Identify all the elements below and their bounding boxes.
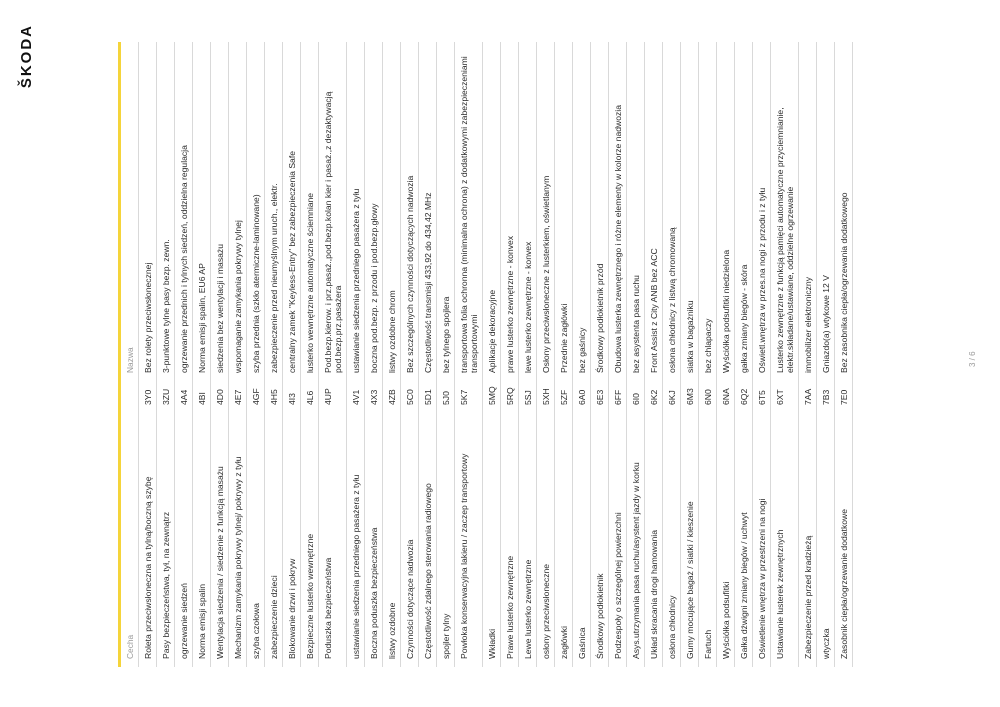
code-cell: 4V1	[351, 389, 361, 405]
feature-cell: Gałka dźwigni zmiany biegów / uchwyt	[739, 512, 749, 659]
name-cell: Bez rolety przeciwsłonecznej	[143, 262, 153, 373]
code-cell: 6E3	[595, 389, 605, 405]
feature-cell: Poduszka bezpieczeństwa	[323, 557, 333, 659]
name-cell: 3-punktowe tylne pasy bezp. zewn.	[161, 239, 171, 373]
code-cell: 5C0	[405, 389, 415, 405]
name-cell: bez tylnego spojlera	[441, 296, 451, 373]
name-cell: Bez szczególnych czynności dotyczących nadwozia	[405, 175, 415, 373]
name-cell: zabezpieczenie przed nieumyślnym uruch., elektr.	[269, 183, 279, 373]
name-cell: immobilizer elektroniczny	[803, 277, 813, 373]
feature-cell: Powłoka konserwacyjna lakieru / zaczep transportowy	[459, 453, 469, 659]
table-row	[519, 42, 537, 667]
feature-cell: spojler tylny	[441, 613, 451, 659]
feature-cell: ogrzewanie siedzeń	[179, 583, 189, 659]
table-row	[717, 42, 735, 667]
feature-cell: Norma emisji spalin	[197, 584, 207, 659]
name-cell: Bez zasobnika ciepła/ogrzewania dodatkowego	[839, 192, 849, 373]
name-cell: lusterko wewnętrzne automatyczne ściemniane	[305, 192, 315, 373]
name-cell: listwy ozdobne chrom	[387, 290, 397, 373]
name-cell: siatka w bagażniku	[685, 300, 695, 373]
table-row	[175, 42, 193, 667]
name-cell: osłona chłodnicy z listwą chromowaną	[667, 227, 677, 373]
table-row	[501, 42, 519, 667]
header-code	[121, 377, 128, 405]
feature-cell: Fartuch	[703, 629, 713, 659]
code-cell: 5D1	[423, 389, 433, 405]
name-cell: transportowa folia ochronna (minimalna ochrona) z dodatkowymi zabezpieczeniami transportowymi	[459, 56, 479, 373]
feature-cell: wtyczka	[821, 628, 831, 659]
table-row	[211, 42, 229, 667]
table-row	[663, 42, 681, 667]
name-cell: ustawianie siedzenia przedniego pasażera z tyłu	[351, 188, 361, 373]
code-cell: 6A0	[577, 389, 587, 405]
feature-cell: Pasy bezpieczeństwa, tył, na zewnątrz	[161, 511, 171, 659]
code-cell: 6Q2	[739, 388, 749, 405]
table-row	[193, 42, 211, 667]
page-number: 3 / 6	[968, 351, 977, 367]
name-cell: Pod.bezp.kierow. i prz.pasaż.,pod.bezp.kolan kier i pasaż.,z dezaktywacją pod.bezp.prz.pasażera	[323, 91, 343, 373]
table-row	[265, 42, 283, 667]
code-cell: 7AA	[803, 388, 813, 405]
name-cell: centralny zamek "Keyless-Entry" bez zabezpieczenia Safe	[287, 150, 297, 373]
name-cell: wspomaganie zamykania pokrywy tylnej	[233, 220, 243, 373]
feature-cell: Środkowy podłokietnik	[595, 573, 605, 659]
name-cell: Lusterko zewnętrzne z funkcją pamięci automatyczne przyciemnianie, elektr.składane/ustawiane, oddzielne ogrzewanie	[775, 107, 795, 373]
name-cell: Aplikacje dekoracyjne	[487, 289, 497, 373]
name-cell: Wyściółka podsufitki niedzielona	[721, 249, 731, 373]
code-cell: 4A4	[179, 389, 189, 405]
table-row	[799, 42, 817, 667]
feature-cell: Blokowanie drzwi i pokryw	[287, 558, 297, 659]
code-cell: 7B3	[821, 389, 831, 405]
feature-cell: Gumy mocujące bagaż / siatki / kieszenie	[685, 501, 695, 659]
feature-cell: Podzespoły o szczególnej powierzchni	[613, 512, 623, 659]
table-row	[573, 42, 591, 667]
name-cell: szyba przednia (szkło atermiczne-laminowane)	[251, 194, 261, 373]
name-cell: bez gaśnicy	[577, 327, 587, 373]
feature-cell: Czynności dotyczące nadwozia	[405, 539, 415, 659]
code-cell: 6FF	[613, 389, 623, 405]
table-row	[437, 42, 455, 667]
name-cell: gałka zmiany biegów - skóra	[739, 264, 749, 373]
feature-cell: Ustawianie lusterek zewnętrznych	[775, 529, 785, 659]
table-row	[229, 42, 247, 667]
feature-cell: Mechanizm zamykania pokrywy tylnej/ pokrywy z tyłu	[233, 456, 243, 659]
table-row	[157, 42, 175, 667]
code-cell: 5MQ	[487, 386, 497, 405]
table-row	[247, 42, 265, 667]
feature-cell: Zasobnik ciepła/ogrzewanie dodatkowe	[839, 508, 849, 659]
name-cell: Norma emisji spalin, EU6 AP	[197, 263, 207, 373]
table-row	[419, 42, 437, 667]
code-cell: 5J0	[441, 391, 451, 405]
name-cell: prawe lusterko zewnętrzne - konvex	[505, 235, 515, 373]
code-cell: 7E0	[839, 389, 849, 405]
table-row	[401, 42, 419, 667]
feature-cell: osłony przeciwsłoneczne	[541, 563, 551, 659]
feature-cell: osłona chłodnicy	[667, 595, 677, 659]
code-cell: 4I3	[287, 393, 297, 405]
code-cell: 6KJ	[667, 390, 677, 405]
feature-cell: Asys.utrzymania pasa ruchu/asystent jazdy w korku	[631, 462, 641, 659]
code-cell: 3Y0	[143, 389, 153, 405]
name-cell: Osłony przeciwsłoneczne z lusterkiem, oświetlanym	[541, 175, 551, 373]
table-row	[537, 42, 555, 667]
code-cell: 3ZU	[161, 388, 171, 405]
name-cell: siedzenia bez wentylacji i masażu	[215, 244, 225, 373]
header-feature: Cecha	[125, 634, 135, 659]
feature-cell: Częstotliwość zdalnego sterowania radiowego	[423, 483, 433, 659]
table-row	[591, 42, 609, 667]
feature-cell: Wentylacja siedzenia / siedzenie z funkcją masażu	[215, 466, 225, 659]
name-cell: bez asystenta pasa ruchu	[631, 275, 641, 373]
code-cell: 4BI	[197, 392, 207, 405]
table-row	[753, 42, 771, 667]
table-row	[319, 42, 347, 667]
table-row	[455, 42, 483, 667]
table-body	[139, 42, 853, 667]
table-row	[681, 42, 699, 667]
code-cell: 6N0	[703, 389, 713, 405]
table-row	[365, 42, 383, 667]
feature-cell: zabezpieczenie dzieci	[269, 575, 279, 659]
feature-cell: Lewe lusterko zewnętrzne	[523, 559, 533, 659]
name-cell: Przednie zagłówki	[559, 303, 569, 373]
name-cell: boczna pod.bezp. z przodu i pod.bezp.głowy	[369, 203, 379, 373]
feature-cell: Roleta przeciwsłoneczna na tylną/boczną szybę	[143, 476, 153, 659]
code-cell: 5RQ	[505, 387, 515, 405]
table-row	[817, 42, 835, 667]
name-cell: Obudowa lusterka zewnętrznego i różne elementy w kolorze nadwozia	[613, 105, 623, 373]
feature-cell: Gaśnica	[577, 627, 587, 659]
name-cell: Częstotliwość transmisji 433,92 do 434,42 MHz	[423, 192, 433, 373]
feature-cell: Układ skracania drogi hamowania	[649, 530, 659, 659]
code-cell: 5SJ	[523, 390, 533, 405]
name-cell: Oświetl.wnętrza w przes.na nogi z przodu i z tyłu	[757, 187, 767, 373]
table-row	[347, 42, 365, 667]
table-row	[735, 42, 753, 667]
name-cell: Front Assist z City ANB bez ACC	[649, 248, 659, 373]
feature-cell: listwy ozdobne	[387, 602, 397, 659]
feature-cell: Bezpieczne lusterko wewnętrzne	[305, 533, 315, 659]
feature-cell: szyba czołowa	[251, 603, 261, 659]
code-cell: 6XT	[775, 389, 785, 405]
code-cell: 6K2	[649, 389, 659, 405]
name-cell: lewe lusterko zewnętrzne - konvex	[523, 241, 533, 373]
code-cell: 6M3	[685, 388, 695, 405]
brand-logo: ŠKODA	[18, 24, 35, 89]
feature-cell: Wkładki	[487, 628, 497, 659]
code-cell: 4GF	[251, 388, 261, 405]
table-row	[645, 42, 663, 667]
feature-cell: Zabezpieczenie przed kradzieżą	[803, 535, 813, 659]
code-cell: 4H5	[269, 389, 279, 405]
table-header	[121, 42, 139, 667]
equipment-table	[118, 42, 853, 667]
table-row	[383, 42, 401, 667]
code-cell: 4X3	[369, 389, 379, 405]
code-cell: 6T5	[757, 390, 767, 405]
feature-cell: Boczna poduszka bezpieczeństwa	[369, 527, 379, 659]
code-cell: 4UP	[323, 388, 333, 405]
table-row	[301, 42, 319, 667]
table-row	[483, 42, 501, 667]
code-cell: 5ZF	[559, 389, 569, 405]
name-cell: Gniazdo(a) wtykowe 12 V	[821, 275, 831, 373]
code-cell: 4E7	[233, 389, 243, 405]
table-row	[283, 42, 301, 667]
feature-cell: Wyściółka podsufitki	[721, 581, 731, 659]
name-cell: ogrzewanie przednich i tylnych siedzeń, oddzielna regulacja	[179, 145, 189, 373]
header-name: Nazwa	[125, 347, 135, 373]
table-row	[627, 42, 645, 667]
table-row	[139, 42, 157, 667]
code-cell: 4L6	[305, 390, 315, 405]
table-row	[699, 42, 717, 667]
code-cell: 5XH	[541, 388, 551, 405]
name-cell: Środkowy podłokietnik przód	[595, 263, 605, 373]
feature-cell: ustawianie siedzenia przedniego pasażera z tyłu	[351, 474, 361, 659]
code-cell: 5K7	[459, 389, 469, 405]
feature-cell: Prawe lusterko zewnętrzne	[505, 555, 515, 659]
table-row	[555, 42, 573, 667]
name-cell: bez chlapaczy	[703, 318, 713, 373]
code-cell: 6I0	[631, 393, 641, 405]
code-cell: 4D0	[215, 389, 225, 405]
code-cell: 4ZB	[387, 389, 397, 405]
table-row	[771, 42, 799, 667]
table-row	[609, 42, 627, 667]
code-cell: 6NA	[721, 388, 731, 405]
table-row	[835, 42, 853, 667]
feature-cell: zagłówki	[559, 626, 569, 659]
feature-cell: Oświetlenie wnętrza w przestrzeni na nogi	[757, 498, 767, 659]
